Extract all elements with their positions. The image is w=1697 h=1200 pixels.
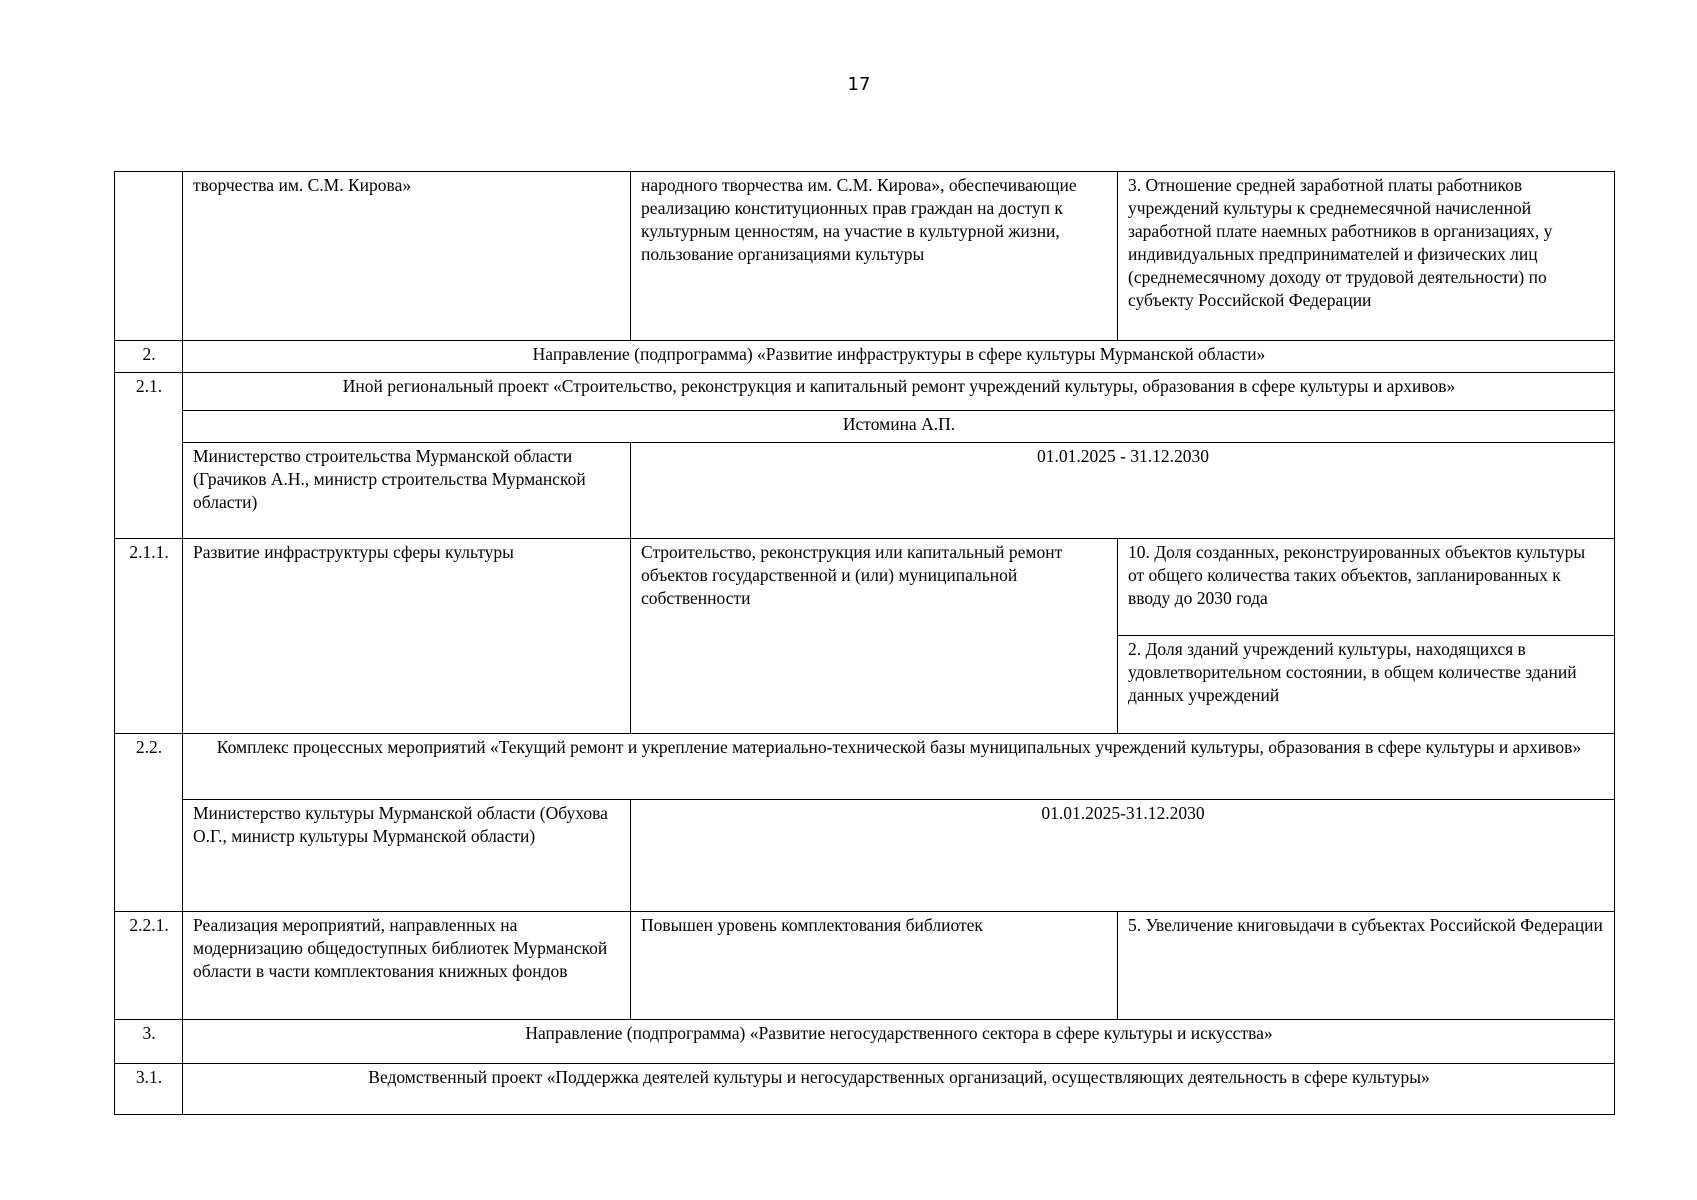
task-cell: Развитие инфраструктуры сферы культуры: [183, 539, 631, 734]
section-row: [115, 1020, 1615, 1064]
task-cell: творчества им. С.М. Кирова»: [183, 172, 631, 341]
section-title: Направление (подпрограмма) «Развитие негосударственного сектора в сфере культуры и искусства»: [183, 1020, 1615, 1064]
responsible-cell: Министерство строительства Мурманской области (Грачиков А.Н., министр строительства Мурманской области): [183, 443, 631, 539]
row-number: 2.1.1.: [115, 539, 183, 734]
responsible-row: [115, 443, 1615, 539]
effect-cell: Строительство, реконструкция или капитальный ремонт объектов государственной и (или) муниципальной собственности: [631, 539, 1118, 734]
indicator-cell: 3. Отношение средней заработной платы работников учреждений культуры к среднемесячной начисленной заработной плате наемных работников в организациях, у индивидуальных предпринимателей и физических лиц (среднемесячному доходу от трудовой деятельности) по субъекту Российской Федерации: [1118, 172, 1615, 341]
table-row: [115, 912, 1615, 1020]
row-number: [115, 172, 183, 341]
project-title: Ведомственный проект «Поддержка деятелей культуры и негосударственных организаций, осуществляющих деятельность в сфере культуры»: [183, 1064, 1615, 1115]
row-number: 2.2.: [115, 734, 183, 912]
indicator-cell: 10. Доля созданных, реконструированных объектов культуры от общего количества таких объектов, запланированных к вводу до 2030 года: [1118, 539, 1615, 636]
indicator-cell: 5. Увеличение книговыдачи в субъектах Российской Федерации: [1118, 912, 1615, 1020]
row-number: 2.: [115, 341, 183, 373]
responsible-cell: Министерство культуры Мурманской области (Обухова О.Г., министр культуры Мурманской области): [183, 800, 631, 912]
period-cell: 01.01.2025 - 31.12.2030: [631, 443, 1615, 539]
table-row: [115, 172, 1615, 341]
project-row: [115, 1064, 1615, 1115]
effect-cell: Повышен уровень комплектования библиотек: [631, 912, 1118, 1020]
table-row: [115, 539, 1615, 636]
effect-cell: народного творчества им. С.М. Кирова», обеспечивающие реализацию конституционных прав граждан на доступ к культурным ценностям, на участие в культурной жизни, пользование организациями культуры: [631, 172, 1118, 341]
row-number: 2.1.: [115, 373, 183, 539]
section-row: [115, 341, 1615, 373]
project-title: Иной региональный проект «Строительство, реконструкция и капитальный ремонт учреждений культуры, образования в сфере культуры и архивов»: [183, 373, 1615, 411]
indicator-cell: 2. Доля зданий учреждений культуры, находящихся в удовлетворительном состоянии, в общем количестве зданий данных учреждений: [1118, 636, 1615, 734]
section-title: Направление (подпрограмма) «Развитие инфраструктуры в сфере культуры Мурманской области»: [183, 341, 1615, 373]
row-number: 3.: [115, 1020, 183, 1064]
project-row: [115, 734, 1615, 800]
program-structure-table: [114, 171, 1615, 1115]
curator-name: Истомина А.П.: [183, 411, 1615, 443]
page-number: 17: [847, 74, 871, 95]
curator-row: [115, 411, 1615, 443]
row-number: 2.2.1.: [115, 912, 183, 1020]
row-number: 3.1.: [115, 1064, 183, 1115]
period-cell: 01.01.2025-31.12.2030: [631, 800, 1615, 912]
project-title: Комплекс процессных мероприятий «Текущий ремонт и укрепление материально-технической базы муниципальных учреждений культуры, образования в сфере культуры и архивов»: [183, 734, 1615, 800]
project-row: [115, 373, 1615, 411]
task-cell: Реализация мероприятий, направленных на модернизацию общедоступных библиотек Мурманской области в части комплектования книжных фондов: [183, 912, 631, 1020]
responsible-row: [115, 800, 1615, 912]
